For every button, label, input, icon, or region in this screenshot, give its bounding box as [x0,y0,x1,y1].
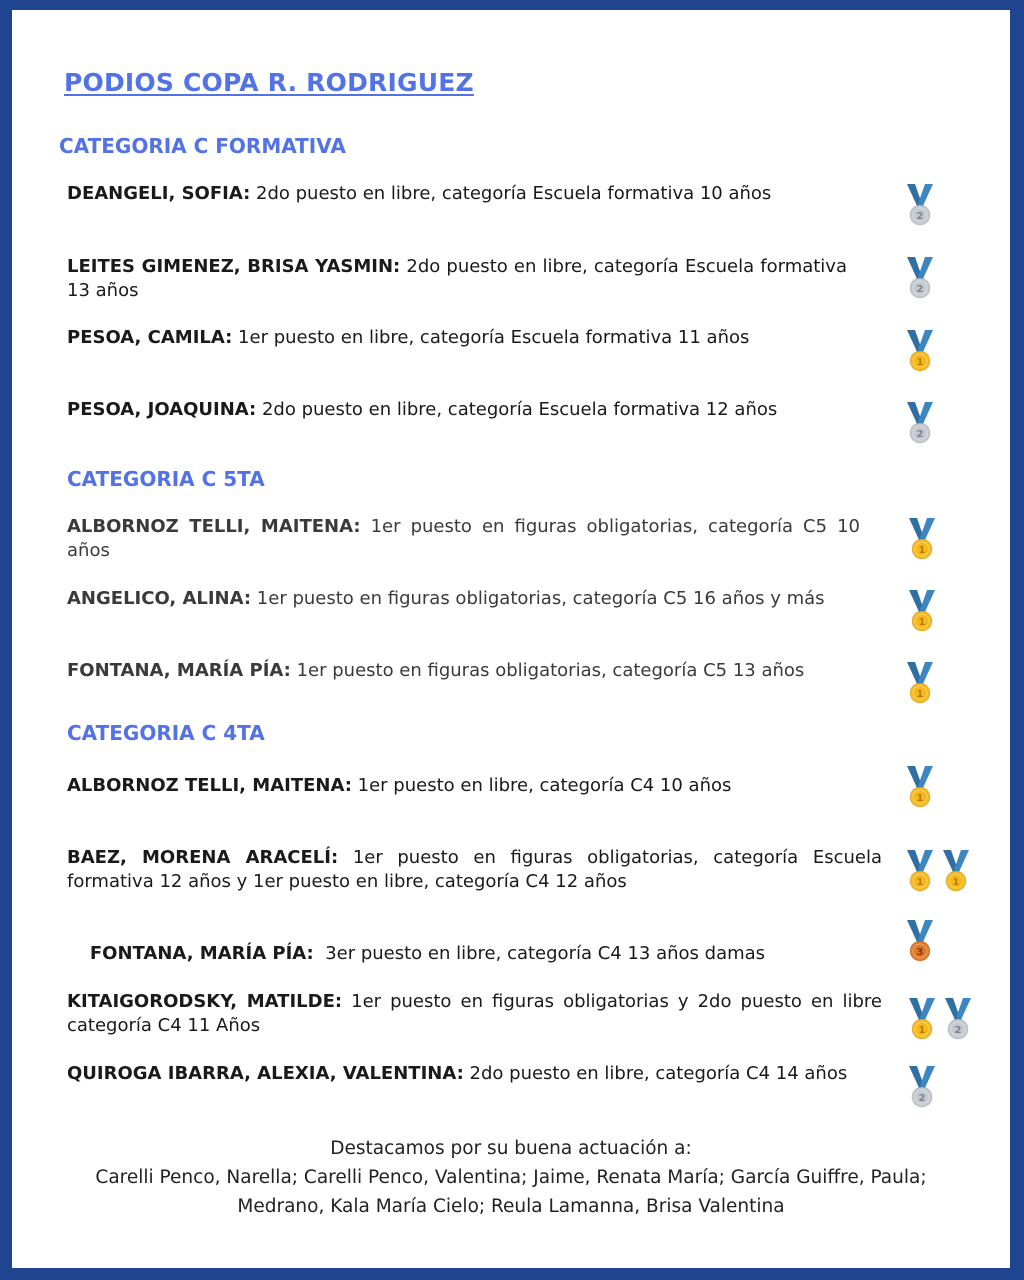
medal-place-number: 1 [916,357,924,368]
medal-place-number: 1 [916,689,924,700]
podium-entry [67,846,882,894]
medal-icon [905,764,935,810]
podium-card [12,10,1010,1268]
medal-place-number: 1 [952,877,960,888]
athlete-name: BAEZ, MORENA ARACELÍ: [67,847,339,868]
podium-entry [67,587,887,611]
result-text: 1er puesto en figuras obligatorias, categoría C5 13 años [290,660,805,681]
medal-group [905,400,935,446]
podium-entry [67,398,847,422]
medal-place-number: 1 [918,617,926,628]
medal-group [905,328,935,374]
mentions-line: Medrano, Kala María Cielo; Reula Lamanna, Brisa Valentina [237,1196,785,1217]
medal-icon [905,848,935,894]
medal-icon [905,182,935,228]
result-text: 2do puesto en libre, categoría C4 14 años [463,1063,848,1084]
medal-place-number: 3 [916,947,924,958]
medal-group [907,996,973,1042]
section-heading-4ta: CATEGORIA C 4TA [67,721,265,745]
result-text: 2do puesto en libre, categoría Escuela formativa 10 años [250,183,772,204]
medal-group [905,660,935,706]
honorable-mentions [12,1134,1010,1221]
podium-entry [67,326,847,350]
result-text: 1er puesto en figuras obligatorias, categoría C5 10 años [67,516,860,561]
medal-group [905,182,935,228]
medal-icon [907,588,937,634]
athlete-name: FONTANA, MARÍA PÍA: [89,943,314,964]
result-text: 2do puesto en libre, categoría Escuela formativa 12 años [256,399,778,420]
medal-icon [905,255,935,301]
athlete-name: ALBORNOZ TELLI, MAITENA: [67,775,352,796]
mentions-line: Carelli Penco, Narella; Carelli Penco, Valentina; Jaime, Renata María; García Guiffre, Paula; [95,1167,927,1188]
podium-entry [67,182,847,206]
athlete-name: PESOA, JOAQUINA: [67,399,257,420]
medal-icon [941,848,971,894]
medal-group [905,848,971,894]
medal-place-number: 1 [918,1025,926,1036]
page-title: PODIOS COPA R. RODRIGUEZ [64,68,474,97]
medal-group [907,1064,937,1110]
athlete-name: LEITES GIMENEZ, BRISA YASMIN: [67,256,401,277]
athlete-name: ALBORNOZ TELLI, MAITENA: [67,516,361,537]
medal-place-number: 2 [916,284,924,295]
medal-group [907,516,937,562]
medal-icon [905,400,935,446]
podium-entry [67,515,860,563]
medal-place-number: 2 [916,429,924,440]
medal-place-number: 2 [918,1093,926,1104]
medal-place-number: 1 [916,877,924,888]
mentions-intro: Destacamos por su buena actuación a: [330,1138,692,1159]
section-heading-formativa: CATEGORIA C FORMATIVA [59,134,346,158]
athlete-name: DEANGELI, SOFIA: [67,183,251,204]
athlete-name: QUIROGA IBARRA, ALEXIA, VALENTINA: [67,1063,464,1084]
athlete-name: PESOA, CAMILA: [67,327,233,348]
result-text: 1er puesto en figuras obligatorias y 2do puesto en libre categoría C4 11 Años [67,991,882,1036]
medal-icon [907,1064,937,1110]
result-text: 1er puesto en figuras obligatorias, categoría C5 16 años y más [251,588,825,609]
athlete-name: ANGELICO, ALINA: [67,588,252,609]
podium-entry [67,659,887,683]
medal-group [907,588,937,634]
medal-icon [905,918,935,964]
podium-entry [67,774,867,798]
medal-group [905,918,935,964]
medal-place-number: 2 [916,211,924,222]
medal-group [905,255,935,301]
result-text: 2do puesto en libre, categoría Escuela formativa 13 años [67,256,847,301]
medal-icon [907,996,937,1042]
medal-place-number: 1 [918,545,926,556]
medal-icon [905,328,935,374]
result-text: 1er puesto en figuras obligatorias, categoría Escuela formativa 12 años y 1er puesto en libre, categoría C4 12 años [67,847,882,892]
podium-entry [67,918,867,990]
section-heading-5ta: CATEGORIA C 5TA [67,467,265,491]
athlete-name: KITAIGORODSKY, MATILDE: [67,991,343,1012]
result-text: 3er puesto en libre, categoría C4 13 años damas [313,943,766,964]
medal-icon [905,660,935,706]
medal-group [905,764,935,810]
podium-entry [67,1062,887,1086]
podium-entry [67,990,882,1038]
medal-place-number: 1 [916,793,924,804]
athlete-name: FONTANA, MARÍA PÍA: [67,660,291,681]
medal-icon [943,996,973,1042]
podium-entry [67,255,847,303]
medal-place-number: 2 [954,1025,962,1036]
medal-icon [907,516,937,562]
result-text: 1er puesto en libre, categoría Escuela formativa 11 años [232,327,750,348]
result-text: 1er puesto en libre, categoría C4 10 años [351,775,732,796]
